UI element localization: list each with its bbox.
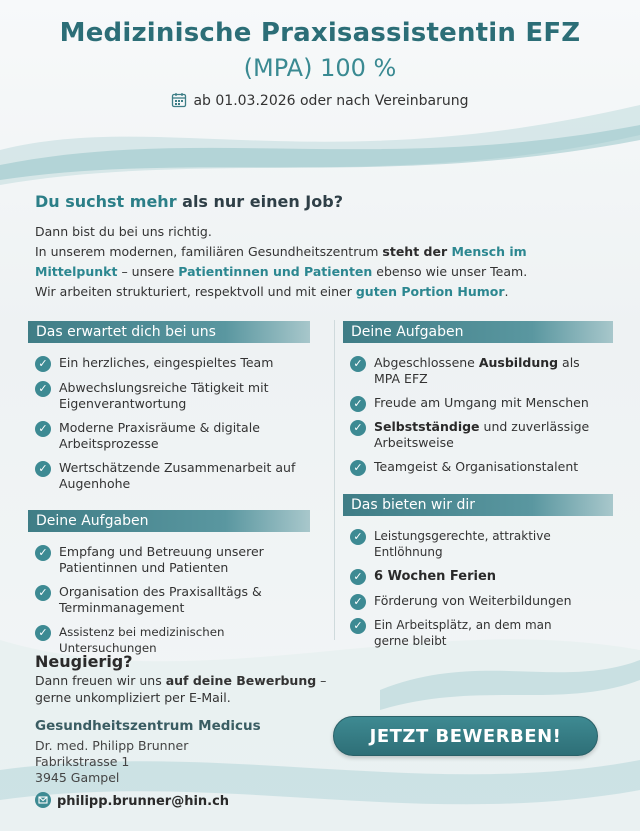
check-icon: ✓ [35, 545, 51, 561]
closing-text-part: Dann freuen wir uns [35, 673, 166, 688]
mail-icon [35, 792, 51, 808]
intro-text-part: ebenso wie unser Team. [372, 264, 528, 279]
list-item-text [374, 419, 614, 451]
email-link[interactable] [35, 792, 229, 809]
contact-name: Dr. med. Philipp Brunner [35, 738, 189, 753]
start-date-text: ab 01.03.2026 oder nach Vereinbarung [193, 93, 469, 109]
list-item-text: Ein herzliches, eingespieltes Team [59, 355, 274, 370]
intro-heading-highlight: Du suchst mehr [35, 192, 177, 211]
list-item [35, 420, 320, 452]
intro-text-part: – unsere [117, 264, 179, 279]
list-item [350, 617, 620, 649]
check-icon: ✓ [350, 594, 366, 610]
organization-name: Gesundheitszentrum Medicus [35, 718, 261, 734]
intro-text-bold: steht der [382, 244, 452, 259]
text-bold: Selbstständige [374, 419, 480, 434]
intro-line-2 [35, 242, 605, 282]
list-item [35, 355, 320, 371]
check-icon: ✓ [350, 396, 366, 412]
list-item-text: Abwechslungsreiche Tätigkeit mit Eigenverantwortung [59, 380, 269, 411]
tasks-left-list [35, 544, 325, 656]
check-icon: ✓ [35, 356, 51, 372]
contact-street: Fabrikstrasse 1 [35, 754, 130, 769]
page-subtitle: (MPA) 100 % [243, 54, 397, 82]
list-item-text: Teamgeist & Organisationstalent [374, 459, 579, 474]
check-icon: ✓ [35, 381, 51, 397]
column-divider [334, 320, 335, 640]
closing-text-part: – gerne unkompliziert per E-Mail. [35, 673, 327, 705]
check-icon: ✓ [35, 585, 51, 601]
expect-list [35, 355, 320, 492]
email-text[interactable]: philipp.brunner@hin.ch [57, 794, 230, 809]
list-item-text: Organisation des Praxisalltägs & Terminmanagement [59, 584, 262, 615]
offer-list [350, 528, 620, 649]
intro-text [35, 222, 605, 302]
list-item [350, 568, 620, 585]
check-icon: ✓ [350, 569, 366, 585]
list-item [350, 528, 620, 560]
list-item [350, 395, 620, 411]
intro-line-1: Dann bist du bei uns richtig. [35, 224, 212, 239]
start-date [0, 92, 640, 109]
list-item [350, 355, 620, 387]
list-item [35, 544, 325, 576]
calendar-icon [171, 92, 187, 108]
list-item-text: 6 Wochen Ferien [374, 569, 497, 584]
check-icon: ✓ [350, 618, 366, 634]
list-item-text: Freude am Umgang mit Menschen [374, 395, 589, 410]
list-item [35, 584, 325, 616]
intro-heading [35, 192, 343, 211]
list-item-text: Empfang und Betreuung unserer Patientinnen und Patienten [59, 544, 264, 575]
closing-text [35, 672, 355, 706]
intro-text-part: In unserem modernen, familiären Gesundheitszentrum [35, 244, 383, 259]
intro-heading-rest: als nur einen Job? [176, 192, 343, 211]
list-item-text: Leistungsgerechte, attraktive Entlöhnung [374, 529, 551, 559]
list-item-text: Moderne Praxisräume & digitale Arbeitsprozesse [59, 420, 260, 451]
intro-line-3 [35, 282, 605, 302]
page-title: Medizinische Praxisassistentin EFZ [59, 18, 581, 48]
list-item-text: Wertschätzende Zusammenarbeit auf Augenhohe [59, 460, 296, 491]
intro-text-highlight: guten Portion Humor [355, 284, 505, 299]
text-part: als MPA EFZ [374, 355, 580, 386]
contact-city: 3945 Gampel [35, 770, 120, 785]
list-item-text: Förderung von Weiterbildungen [374, 593, 572, 608]
address [35, 738, 188, 786]
intro-text-highlight: Patientinnen und Patienten [178, 264, 373, 279]
list-item [350, 593, 620, 609]
section-expect-title: Das erwartet dich bei uns [28, 321, 310, 343]
closing-heading: Neugierig? [35, 652, 133, 671]
section-tasks-right-title: Deine Aufgaben [343, 321, 613, 343]
check-icon: ✓ [35, 625, 51, 641]
apply-button[interactable]: JETZT BEWERBEN! [333, 716, 598, 756]
text-bold: Ausbildung [478, 355, 559, 370]
intro-text-part: Wir arbeiten strukturiert, respektvoll und mit einer [35, 284, 356, 299]
list-item-text: Assistenz bei medizinischen Untersuchungen [59, 625, 225, 655]
list-item-text: Ein Arbeitsplätz, an dem man gerne bleibt [374, 618, 552, 648]
intro-text-part: . [504, 284, 509, 299]
list-item [350, 419, 620, 451]
closing-text-bold: auf deine Bewerbung [165, 673, 317, 688]
list-item [350, 459, 620, 475]
check-icon: ✓ [350, 529, 366, 545]
list-item-text [374, 355, 584, 387]
list-item [35, 460, 320, 492]
check-icon: ✓ [35, 461, 51, 477]
tasks-right-list [350, 355, 620, 475]
intro-text-highlight: Mensch im Mittelpunkt [35, 244, 527, 279]
check-icon: ✓ [350, 420, 366, 436]
check-icon: ✓ [350, 356, 366, 372]
section-tasks-left-title: Deine Aufgaben [28, 510, 310, 532]
text-part: und zuverlässige Arbeitsweise [374, 419, 590, 450]
check-icon: ✓ [350, 460, 366, 476]
list-item [35, 380, 320, 412]
text-part: Abgeschlossene [374, 355, 479, 370]
check-icon: ✓ [35, 421, 51, 437]
section-offer-title: Das bieten wir dir [343, 494, 613, 516]
